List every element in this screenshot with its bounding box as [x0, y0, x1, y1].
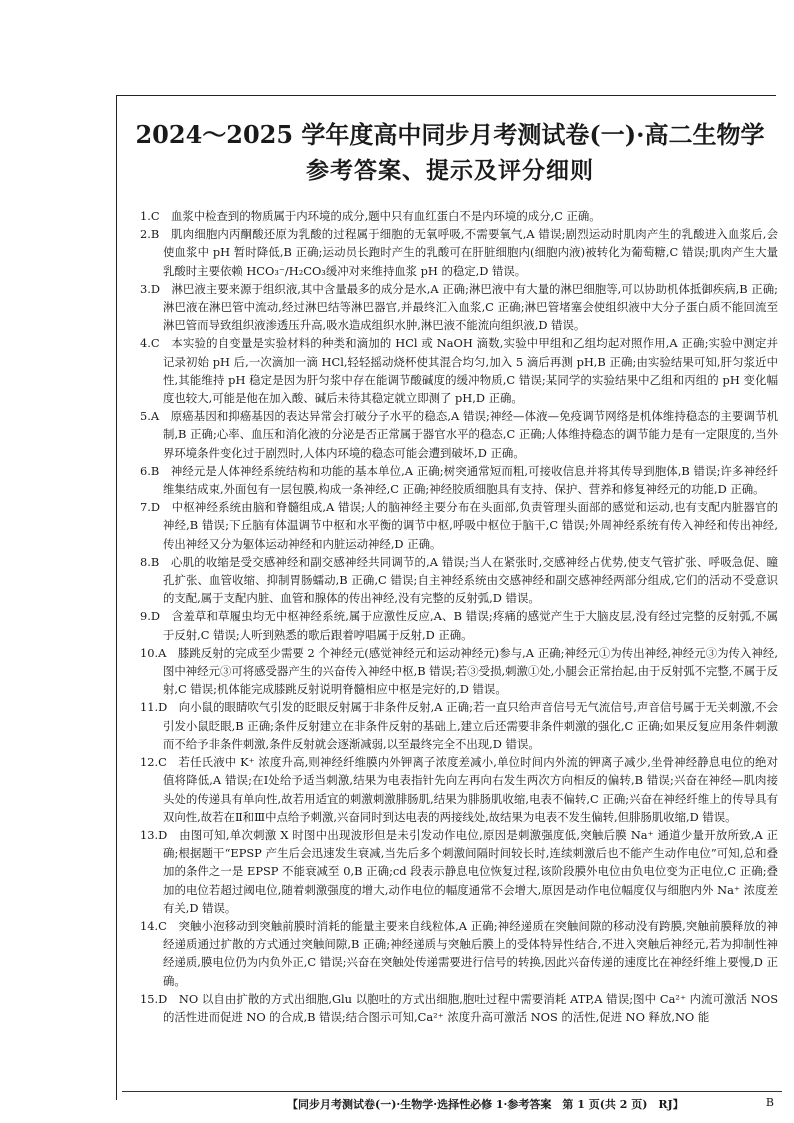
answer-item: 2.B 肌肉细胞内丙酮酸还原为乳酸的过程属于细胞的无氧呼吸,不需要氧气,A 错误;剧烈运动时肌肉产生的乳酸进入血浆后,会使血浆中 pH 暂时降低,B 正确;运动员长跑时产生的乳酸可在肝脏细胞内(细胞内液)被转化为葡萄糖,C 错误;肌肉产生大量乳酸时主要依赖 HCO₃⁻/H₂CO₃缓冲对来维持血浆 pH 的稳定,D 错误。: [140, 227, 778, 278]
answer-item: 6.B 神经元是人体神经系统结构和功能的基本单位,A 正确;树突通常短而粗,可接收信息并将其传导到胞体,B 错误;许多神经纤维集结成束,外面包有一层包膜,构成一条神经,C 正确;神经胶质细胞具有支持、保护、营养和修复神经元的功能,D 正确。: [140, 463, 778, 497]
answer-item: 9.D 含羞草和草履虫均无中枢神经系统,属于应激性反应,A、B 错误;疼痛的感觉产生于大脑皮层,没有经过完整的反射弧,不属于反射,C 错误;人听到熟悉的歌后跟着哼唱属于反射,D 正确。: [140, 609, 778, 642]
answer-item: 8.B 心肌的收缩是受交感神经和副交感神经共同调节的,A 错误;当人在紧张时,交感神经占优势,使支气管扩张、呼吸急促、瞳孔扩张、血管收缩、抑制胃肠蠕动,B 正确,C 错误;自主神经系统由交感神经和副交感神经两部分组成,它们的活动不受意识的支配,属于支配内脏、血管和腺体的传出神经,没有完整的反射弧,D 错误。: [140, 554, 778, 606]
answer-item: 7.D 中枢神经系统由脑和脊髓组成,A 错误;人的脑神经主要分布在头面部,负责管理头面部的感觉和运动,也有支配内脏器官的神经,B 错误;下丘脑有体温调节中枢和水平衡的调节中枢,呼吸中枢位于脑干,C 错误;外周神经系统有传入神经和传出神经,传出神经又分为躯体运动神经和内脏运动神经,D 正确。: [140, 500, 778, 551]
answer-item: 15.D NO 以自由扩散的方式出细胞,Glu 以胞吐的方式出细胞,胞吐过程中需要消耗 ATP,A 错误;图中 Ca²⁺ 内流可激活 NOS 的活性进而促进 NO 的合成,B 错误;结合图示可知,Ca²⁺ 浓度升高可激活 NOS 的活性,促进 NO 释放,NO 能: [140, 991, 778, 1024]
answer-item: 3.D 淋巴液主要来源于组织液,其中含量最多的成分是水,A 正确;淋巴液中有大量的淋巴细胞等,可以协助机体抵御疾病,B 正确;淋巴液在淋巴管中流动,经过淋巴结等淋巴器官,并最终汇入血浆,C 正确;淋巴管堵塞会使组织液中大分子蛋白质不能回流至淋巴管而导致组织液渗透压升高,吸水造成组织水肿,淋巴液不能流向组织液,D 错误。: [140, 281, 778, 333]
answer-item: 5.A 原癌基因和抑癌基因的表达异常会打破分子水平的稳态,A 错误;神经—体液—免疫调节网络是机体维持稳态的主要调节机制,B 正确;心率、血压和消化液的分泌是否正常属于器官水平的稳态,C 正确;人体维持稳态的调节能力是有一定限度的,当外界环境条件变化过于剧烈时,人体内环境的稳态可能会遭到破坏,D 正确。: [140, 409, 778, 460]
answer-item: 13.D 由图可知,单次刺激 X 时图中出现波形但是未引发动作电位,原因是刺激强度低,突触后膜 Na⁺ 通道少量开放所致,A 正确;根据题干“EPSP 产生后会迅速发生衰减,当先后多个刺激间隔时间较长时,连续刺激后也不能产生动作电位”可知,总和叠加的条件之一是 EPSP 不能衰减至 0,B 正确;cd 段表示静息电位恢复过程,该阶段膜外电位由负电位变为正电位,C 正确;叠加的电位若超过阈电位,随着刺激强度的增大,动作电位的幅度通常不会增大,原因是动作电位幅度仅与细胞内外 Na⁺ 浓度差有关,D 错误。: [140, 827, 778, 915]
answer-item: 4.C 本实验的自变量是实验材料的种类和滴加的 HCl 或 NaOH 滴数,实验中甲组和乙组均起对照作用,A 正确;实验中测定并记录初始 pH 后,一次滴加一滴 HCl,轻轻摇动烧杯使其混合均匀,加入 5 滴后再测 pH,B 正确;由实验结果可知,肝匀浆近中性,其能维持 pH 稳定是因为肝匀浆中存在能调节酸碱度的缓冲物质,C 错误;某同学的实验结果中乙组和丙组的 pH 变化幅度也较大,可能是他在加入酸、碱后未待其稳定就立即测了 pH,D 正确。: [140, 336, 778, 406]
answer-item: 11.D 向小鼠的眼睛吹气引发的眨眼反射属于非条件反射,A 正确;若一直只给声音信号无气流信号,声音信号属于无关刺激,不会引发小鼠眨眼,B 正确;条件反射建立在非条件反射的基础上,建立后还需要非条件刺激的强化,C 正确;如果反复应用条件刺激而不给予非条件刺激,条件反射就会逐渐减弱,以至最终完全不出现,D 错误。: [140, 700, 778, 751]
document-title: 2024～2025 学年度高中同步月考测试卷(一)·高二生物学: [135, 120, 765, 149]
page-frame-top-border: [116, 95, 776, 96]
answer-list: [140, 207, 778, 1026]
answer-item: 14.C 突触小泡移动到突触前膜时消耗的能量主要来自线粒体,A 正确;神经递质在突触间隙的移动没有跨膜,突触前膜释放的神经递质通过扩散的方式通过突触间隙,B 正确;神经递质与突触后膜上的受体特异性结合,不进入突触后神经元,若为抑制性神经递质,膜电位仍为内负外正,C 错误;兴奋在突触处传递需要进行信号的转换,因此兴奋传递的速度比在神经纤维上要慢,D 正确。: [140, 918, 778, 988]
answer-item: 1.C 血浆中检查到的物质属于内环境的成分,题中只有血红蛋白不是内环境的成分,C 正确。: [140, 209, 601, 223]
footer-label: 【同步月考测试卷(一)·生物学·选择性必修 1·参考答案 第 1 页(共 2 页) RJ】: [287, 1098, 684, 1111]
answer-item: 10.A 膝跳反射的完成至少需要 2 个神经元(感觉神经元和运动神经元)参与,A 正确;神经元①为传出神经,神经元③为传入神经,图中神经元③可将感受器产生的兴奋传入神经中枢,B 错误;若③受损,刺激①处,小腿会正常抬起,由于反射弧不完整,不属于反射,C 错误;机体能完成膝跳反射说明脊髓相应中枢是完好的,D 错误。: [140, 645, 778, 697]
page-frame-left-border: [116, 95, 117, 1100]
footer-version-code: B: [765, 1096, 774, 1109]
page-footer: [122, 1091, 782, 1112]
answer-item: 12.C 若任氏液中 K⁺ 浓度升高,则神经纤维膜内外钾离子浓度差减小,单位时间内外流的钾离子减少,坐骨神经静息电位的绝对值将降低,A 错误;在Ⅰ处给予适当刺激,结果为电表指针先向左再向右发生两次方向相反的偏转,B 错误;兴奋在神经—肌肉接头处的传递具有单向性,故若用适宜的刺激刺激腓肠肌,结果为腓肠肌收缩,电表不偏转,C 正确;兴奋在神经纤维上的传导具有双向性,故若在Ⅱ和Ⅲ中点给予刺激,兴奋同时到达电表的两接线处,故结果为电表不发生偏转,但腓肠肌收缩,D 错误。: [140, 755, 778, 824]
document-subtitle: 参考答案、提示及评分细则: [306, 157, 594, 184]
